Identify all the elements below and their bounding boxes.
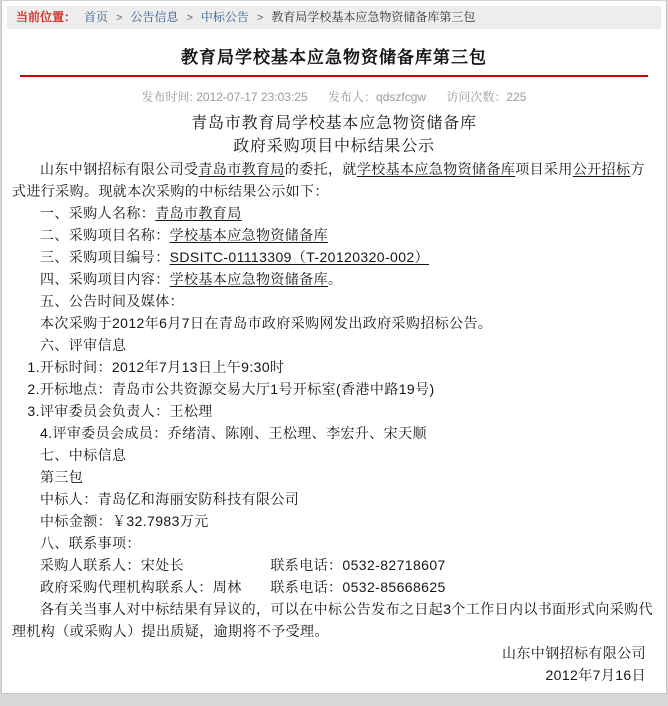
doc-heading-1 <box>12 112 656 135</box>
text-segment: 五、公告时间及媒体： <box>40 293 184 309</box>
text-segment: 青岛市教育局学校基本应急物资储备库 <box>191 115 477 132</box>
text-segment: 各有关当事人对中标结果有异议的，可以在中标公告发布之日起3个工作日内以书面形式向采购代理机构（或采购人）提出质疑，逾期将不予受理。 <box>12 601 653 639</box>
breadcrumb-link[interactable]: 中标公告 <box>200 10 249 24</box>
signature-company <box>12 642 656 664</box>
text-segment: 第三包 <box>40 469 84 485</box>
item-announce-media <box>12 290 656 312</box>
title-divider <box>20 75 648 77</box>
item-award-info <box>12 444 656 466</box>
underlined-value: 学校基本应急物资储备库 <box>169 227 329 243</box>
winner-amount <box>12 510 656 532</box>
doc-heading-2 <box>12 135 656 158</box>
breadcrumb-separator: > <box>116 12 123 24</box>
announce-detail <box>12 312 656 334</box>
underlined-value: 学校基本应急物资储备库 <box>356 161 516 177</box>
visit-count-value: 225 <box>506 90 527 104</box>
signature-date <box>12 664 656 686</box>
article-meta <box>2 88 666 105</box>
text-segment: 二、采购项目名称： <box>40 227 170 243</box>
breadcrumb-label: 当前位置： <box>16 10 77 24</box>
text-segment: 采购人联系人：宋处长 联系电话：0532-82718607 <box>40 557 446 573</box>
underlined-value: 青岛市教育局 <box>198 161 285 177</box>
text-segment: 八、联系事项： <box>40 535 141 551</box>
objection-paragraph <box>12 598 656 642</box>
agency-contact <box>12 576 656 598</box>
page <box>1 0 667 694</box>
text-segment: 的委托，就 <box>284 161 357 177</box>
breadcrumb <box>7 6 661 29</box>
text-segment: 山东中钢招标有限公司 <box>502 645 646 661</box>
item-project-content <box>12 268 656 290</box>
text-segment: 三、采购项目编号： <box>40 249 170 265</box>
text-segment: 政府采购代理机构联系人：周林 联系电话：0532-85668625 <box>40 579 446 595</box>
publisher <box>328 90 426 104</box>
visit-count <box>446 90 526 104</box>
breadcrumb-link[interactable]: 公告信息 <box>130 10 179 24</box>
publisher-label: 发布人： <box>328 90 377 104</box>
article-body <box>2 112 666 686</box>
underlined-value: 公开招标 <box>572 161 631 177</box>
breadcrumb-separator: > <box>256 12 264 24</box>
breadcrumb-items <box>84 10 475 24</box>
text-segment: 七、中标信息 <box>40 447 127 463</box>
publish-time-value: 2012-07-17 23:03:25 <box>196 90 308 104</box>
purchaser-contact <box>12 554 656 576</box>
text-segment: 政府采购项目中标结果公示 <box>233 138 435 155</box>
text-segment: 。 <box>328 271 343 287</box>
intro-paragraph <box>12 158 656 202</box>
text-segment: 四、采购项目内容： <box>40 271 170 287</box>
item-contact <box>12 532 656 554</box>
breadcrumb-current: 教育局学校基本应急物资储备库第三包 <box>271 10 476 24</box>
publisher-value: qdszfcgw <box>376 90 427 104</box>
bid-open-time <box>12 356 656 378</box>
text-segment: 一、采购人名称： <box>40 205 156 221</box>
item-review-info <box>12 334 656 356</box>
review-members <box>12 422 656 444</box>
underlined-value: 学校基本应急物资储备库 <box>169 271 329 287</box>
text-segment: 2.开标地点：青岛市公共资源交易大厅1号开标室(香港中路19号) <box>27 381 435 397</box>
item-purchaser <box>12 202 656 224</box>
text-segment: 山东中钢招标有限公司受 <box>40 161 199 177</box>
package-label <box>12 466 656 488</box>
underlined-value: 青岛市教育局 <box>155 205 242 221</box>
text-segment: 六、评审信息 <box>40 337 127 353</box>
breadcrumb-separator: > <box>186 12 193 24</box>
article <box>2 43 666 686</box>
text-segment: 4.评审委员会成员：乔绪清、陈刚、王松理、李宏升、宋天顺 <box>40 425 427 441</box>
winner-name <box>12 488 656 510</box>
text-segment: 1.开标时间：2012年7月13日上午9:30时 <box>27 359 285 375</box>
underlined-value: SDSITC-01113309（T-20120320-002） <box>169 249 429 265</box>
text-segment: 中标人：青岛亿和海丽安防科技有限公司 <box>40 491 300 507</box>
item-project-number <box>12 246 656 268</box>
text-segment: 2012年7月16日 <box>545 667 646 683</box>
page-title: 教育局学校基本应急物资储备库第三包 <box>181 48 487 67</box>
item-project-name <box>12 224 656 246</box>
visit-count-label: 访问次数： <box>446 90 507 104</box>
text-segment: 项目采用 <box>515 161 573 177</box>
text-segment: 3.评审委员会负责人：王松理 <box>27 403 213 419</box>
publish-time-label: 发布时间: <box>141 90 197 104</box>
text-segment: 本次采购于2012年6月7日在青岛市政府采购网发出政府采购招标公告。 <box>40 315 493 331</box>
text-segment: 方式进行采购。现就本次采购的中标结果公示如下： <box>12 161 645 199</box>
publish-time <box>142 90 308 104</box>
bid-open-place <box>12 378 656 400</box>
review-leader <box>12 400 656 422</box>
text-segment: 中标金额：￥32.7983万元 <box>40 513 209 529</box>
breadcrumb-link[interactable]: 首页 <box>84 10 109 24</box>
